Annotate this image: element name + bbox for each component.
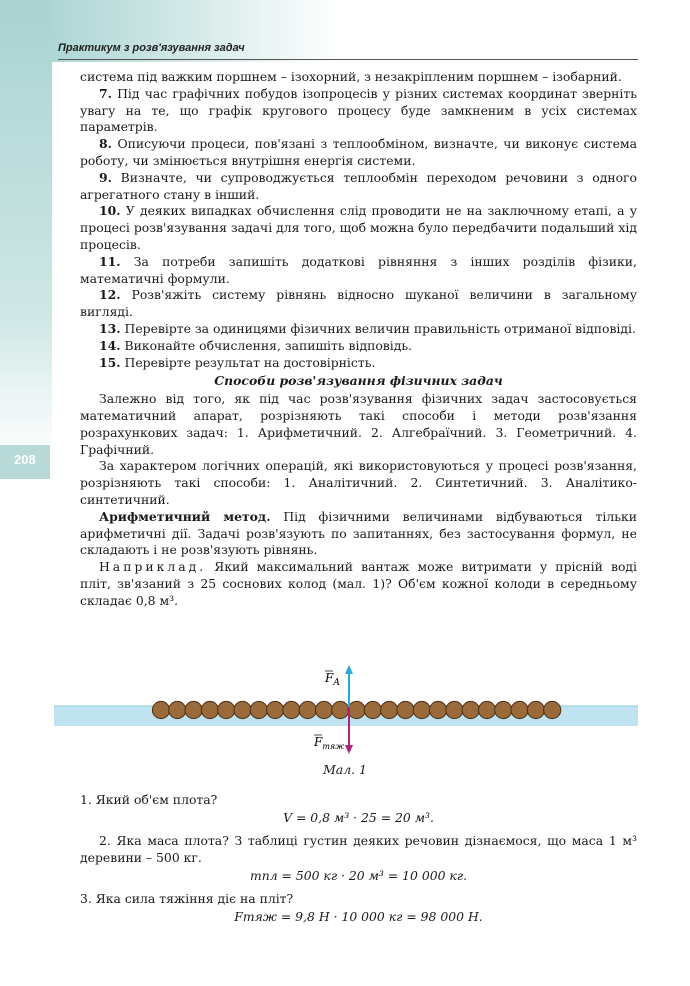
example-text: Який максимальний вантаж може витримати у прісній воді пліт, зв'язаний з 25 соснових колод (мал. 1)? Об'єм кожної колоди в середньому складає 0,8 м³.: [80, 559, 637, 608]
page-number: 208: [14, 452, 36, 467]
log: [495, 701, 512, 718]
step-number: 11.: [99, 253, 121, 269]
term-arithmetic: Арифметичний метод.: [99, 508, 271, 524]
log: [348, 701, 365, 718]
log: [364, 701, 381, 718]
body-text: [80, 69, 637, 610]
arithmetic-text: Під фізичними величинами відбуваються тільки арифметичні дії. Задачі розв'язують по запитаннях, без застосування формул, не складають і не розв'язують рівнянь.: [80, 508, 637, 558]
step-text: Виконайте обчислення, запишіть відповідь.: [124, 337, 413, 353]
log: [430, 701, 447, 718]
step-text: У деяких випадках обчислення слід проводити не на заключному етапі, а у процесі розв'язування задачі для того, щоб можна було передбачити подальший хід процесів.: [80, 203, 637, 252]
formula-3: Fтяж = 9,8 Н · 10 000 кг = 98 000 Н.: [234, 909, 483, 924]
log: [283, 701, 300, 718]
step-13: [80, 321, 637, 338]
paragraph-arithmetic: [80, 509, 637, 559]
raft-logs: [152, 701, 560, 718]
formula-1: V = 0,8 м³ · 25 = 20 м³.: [283, 810, 434, 825]
header-rule: [58, 59, 638, 60]
log: [397, 701, 414, 718]
gravity-force-arrowhead: [345, 745, 353, 754]
log: [234, 701, 251, 718]
log: [332, 701, 349, 718]
step-number: 12.: [99, 287, 121, 303]
step-6-continued: [80, 69, 637, 86]
paragraph-methods: Залежно від того, як під час розв'язування фізичних задач застосовується математичний апарат, розрізняють такі способи і методи розв'язання розрахункових задач: 1. Арифметичний. 2. Алгебраїчний. 3. Геометричний. 4. Графічний.: [80, 391, 637, 457]
log: [413, 701, 430, 718]
log: [462, 701, 479, 718]
log: [315, 701, 332, 718]
step-text: За потреби запишіть додаткові рівняння з інших розділів фізики, математичні формули.: [80, 253, 637, 286]
log: [527, 701, 544, 718]
step-14: [80, 338, 637, 355]
example-label: Наприклад.: [99, 559, 207, 575]
step-number: 7.: [99, 85, 112, 101]
question-1: 1. Який об'єм плота?: [80, 792, 218, 807]
margin-decoration: [0, 0, 52, 455]
step-7: [80, 86, 637, 136]
step-number: 14.: [99, 337, 121, 353]
figure-raft: [54, 662, 638, 762]
step-text: Під час графічних побудов ізопроцесів у різних системах координат зверніть увагу на те, що графік кругового процесу буде замкненим в усіх системах параметрів.: [80, 85, 637, 135]
buoyant-force-label: $F_A$: [325, 671, 340, 688]
step-text: Визначте, чи супроводжується теплообмін переходом речовини з одного агрегатного стану в інший.: [80, 169, 637, 202]
step-10: [80, 203, 637, 253]
question-2: 2. Яка маса плота? З таблиці густин деяких речовин дізнаємося, що маса 1 м³ деревини – 500 кг.: [80, 833, 637, 865]
log: [478, 701, 495, 718]
step-9: [80, 170, 637, 204]
step-text: Розв'яжіть систему рівнянь відносно шуканої величини в загальному вигляді.: [80, 287, 637, 320]
log: [544, 701, 561, 718]
formula-2: mпл = 500 кг · 20 м³ = 10 000 кг.: [249, 868, 468, 883]
log: [267, 701, 284, 718]
solution: [80, 791, 637, 926]
step-text: Описуючи процеси, пов'язані з теплообміном, визначте, чи виконує система роботу, чи змінюється внутрішня енергія системи.: [80, 136, 637, 168]
question-3: 3. Яка сила тяжіння діє на пліт?: [80, 891, 294, 906]
log: [299, 701, 316, 718]
step-8: [80, 136, 637, 170]
log: [511, 701, 528, 718]
log: [381, 701, 398, 718]
paragraph-example: [80, 559, 637, 609]
step-number: 9.: [99, 169, 112, 185]
log: [152, 701, 169, 718]
buoyant-force-arrowhead: [345, 665, 353, 674]
step-text: Перевірте результат на достовірність.: [124, 354, 376, 370]
step-11: [80, 254, 637, 288]
figure-caption: Мал. 1: [323, 762, 367, 777]
log: [185, 701, 202, 718]
log: [218, 701, 235, 718]
step-number: 10.: [99, 203, 121, 219]
log: [250, 701, 267, 718]
step-number: 15.: [99, 354, 121, 370]
section-heading: Способи розв'язування фізичних задач: [214, 373, 503, 389]
log: [169, 701, 186, 718]
step-12: [80, 287, 637, 321]
step-text: система під важким поршнем – ізохорний, з незакріпленим поршнем – ізобарний.: [80, 69, 622, 84]
gravity-force-label: $F_{тяж}$: [314, 735, 345, 751]
running-header: Практикум з розв'язування задач: [58, 42, 245, 54]
log: [201, 701, 218, 718]
step-number: 13.: [99, 320, 121, 336]
step-15: [80, 355, 637, 372]
log: [446, 701, 463, 718]
step-number: 8.: [99, 136, 112, 152]
step-text: Перевірте за одиницями фізичних величин правильність отриманої відповіді.: [124, 320, 636, 336]
paragraph-logic: За характером логічних операцій, які використовуються у процесі розв'язання, розрізняють такі способи: 1. Аналітичний. 2. Синтетичний. 3. Аналітико-синтетичний.: [80, 458, 637, 507]
